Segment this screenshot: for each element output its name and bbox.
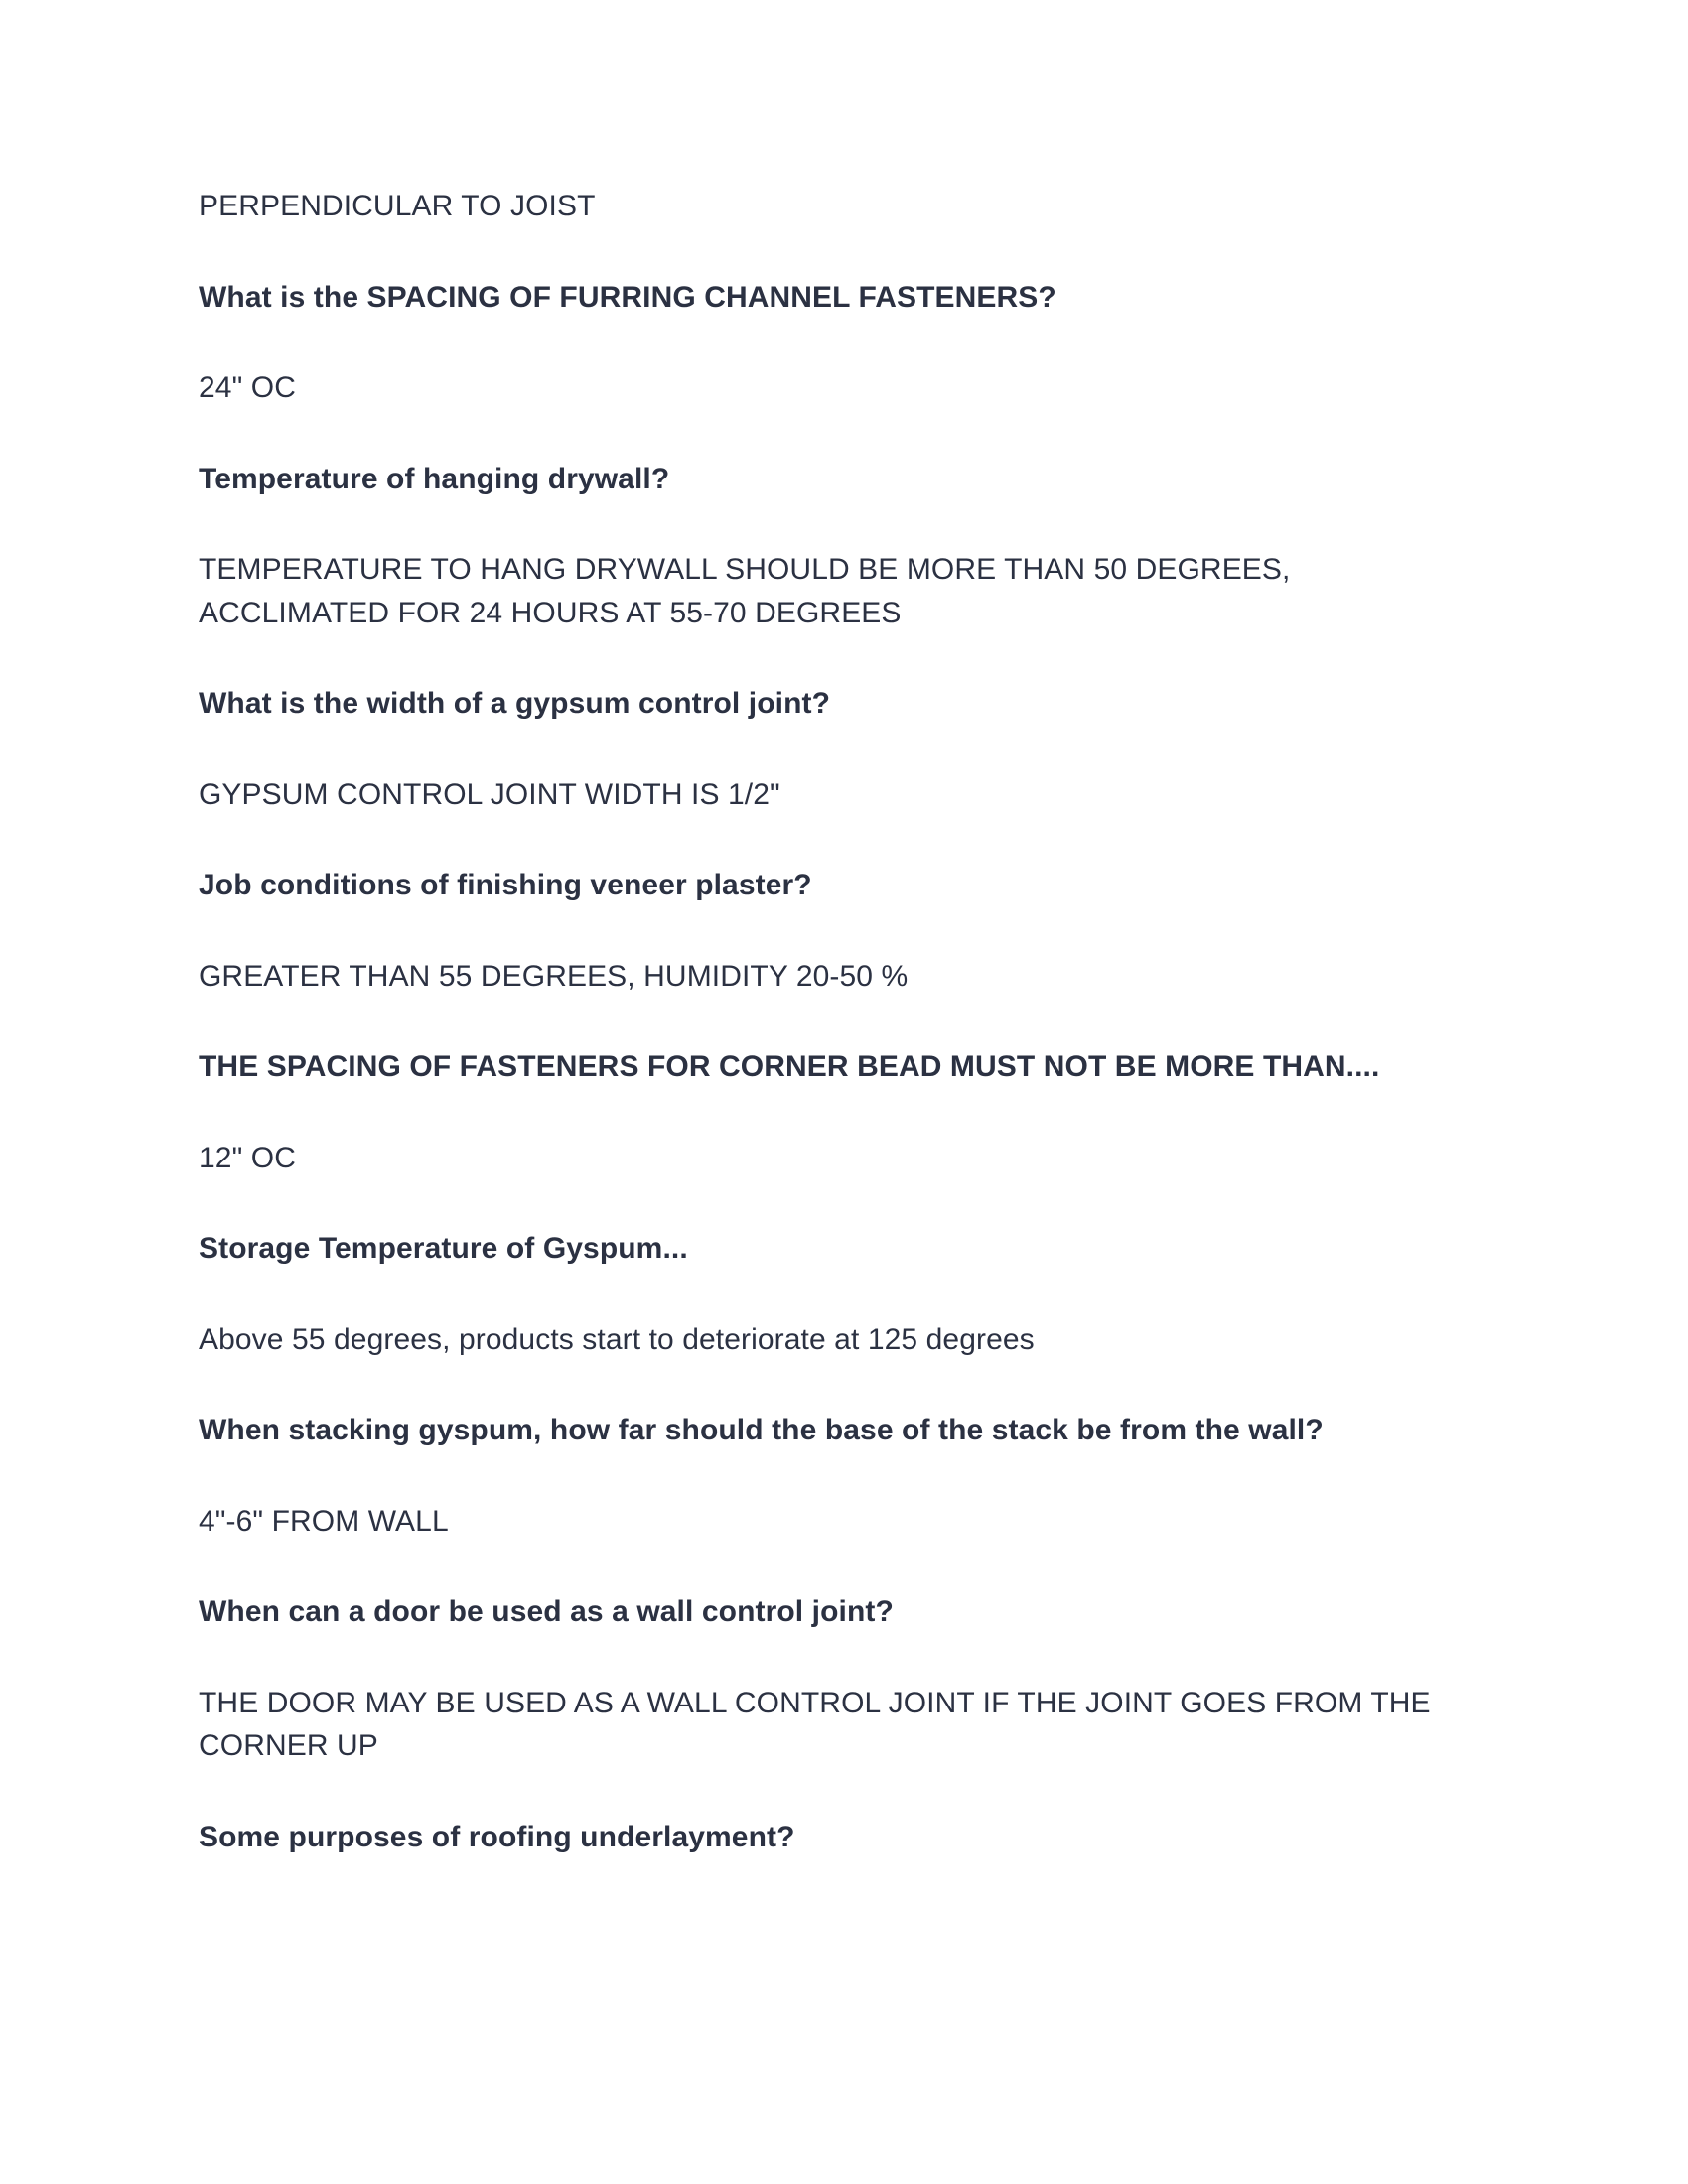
qa-block (199, 1227, 1440, 1271)
answer-text: GYPSUM CONTROL JOINT WIDTH IS 1/2" (199, 777, 780, 811)
qa-block (199, 276, 1440, 320)
qa-block (199, 458, 1440, 501)
question-text: When stacking gyspum, how far should the base of the stack be from the wall? (199, 1414, 1324, 1446)
question-text: What is the width of a gypsum control joint? (199, 687, 831, 720)
answer-text: 4"-6" FROM WALL (199, 1504, 449, 1538)
question-text: THE SPACING OF FASTENERS FOR CORNER BEAD MUST NOT BE MORE THAN.... (199, 1050, 1380, 1083)
document-body (199, 185, 1440, 1858)
answer-text: Above 55 degrees, products start to deteriorate at 125 degrees (199, 1322, 1035, 1356)
question-text: Job conditions of finishing veneer plaster? (199, 869, 812, 901)
qa-block (199, 1045, 1440, 1089)
question-text: Temperature of hanging drywall? (199, 462, 670, 495)
qa-block (199, 1409, 1440, 1452)
question-text: When can a door be used as a wall control joint? (199, 1595, 894, 1628)
qa-block (199, 955, 1440, 999)
answer-text: THE DOOR MAY BE USED AS A WALL CONTROL JOINT IF THE JOINT GOES FROM THE CORNER UP (199, 1686, 1440, 1762)
qa-block (199, 1318, 1440, 1362)
answer-text: GREATER THAN 55 DEGREES, HUMIDITY 20-50 % (199, 959, 909, 993)
answer-text: TEMPERATURE TO HANG DRYWALL SHOULD BE MORE THAN 50 DEGREES, ACCLIMATED FOR 24 HOURS AT 55-70 DEGREES (199, 553, 1298, 629)
qa-block (199, 548, 1440, 634)
question-text: Storage Temperature of Gyspum... (199, 1232, 688, 1265)
question-text: Some purposes of roofing underlayment? (199, 1820, 795, 1853)
qa-block (199, 1816, 1440, 1859)
qa-block (199, 1137, 1440, 1180)
qa-block (199, 185, 1440, 228)
answer-text: 24" OC (199, 371, 296, 404)
answer-text: PERPENDICULAR TO JOIST (199, 190, 596, 222)
qa-block (199, 864, 1440, 907)
question-text: What is the SPACING OF FURRING CHANNEL FASTENERS? (199, 280, 1056, 314)
qa-block (199, 1590, 1440, 1634)
qa-block (199, 682, 1440, 726)
qa-block (199, 773, 1440, 817)
answer-text: 12" OC (199, 1141, 296, 1174)
qa-block (199, 1682, 1440, 1768)
qa-block (199, 1500, 1440, 1544)
qa-block (199, 366, 1440, 410)
